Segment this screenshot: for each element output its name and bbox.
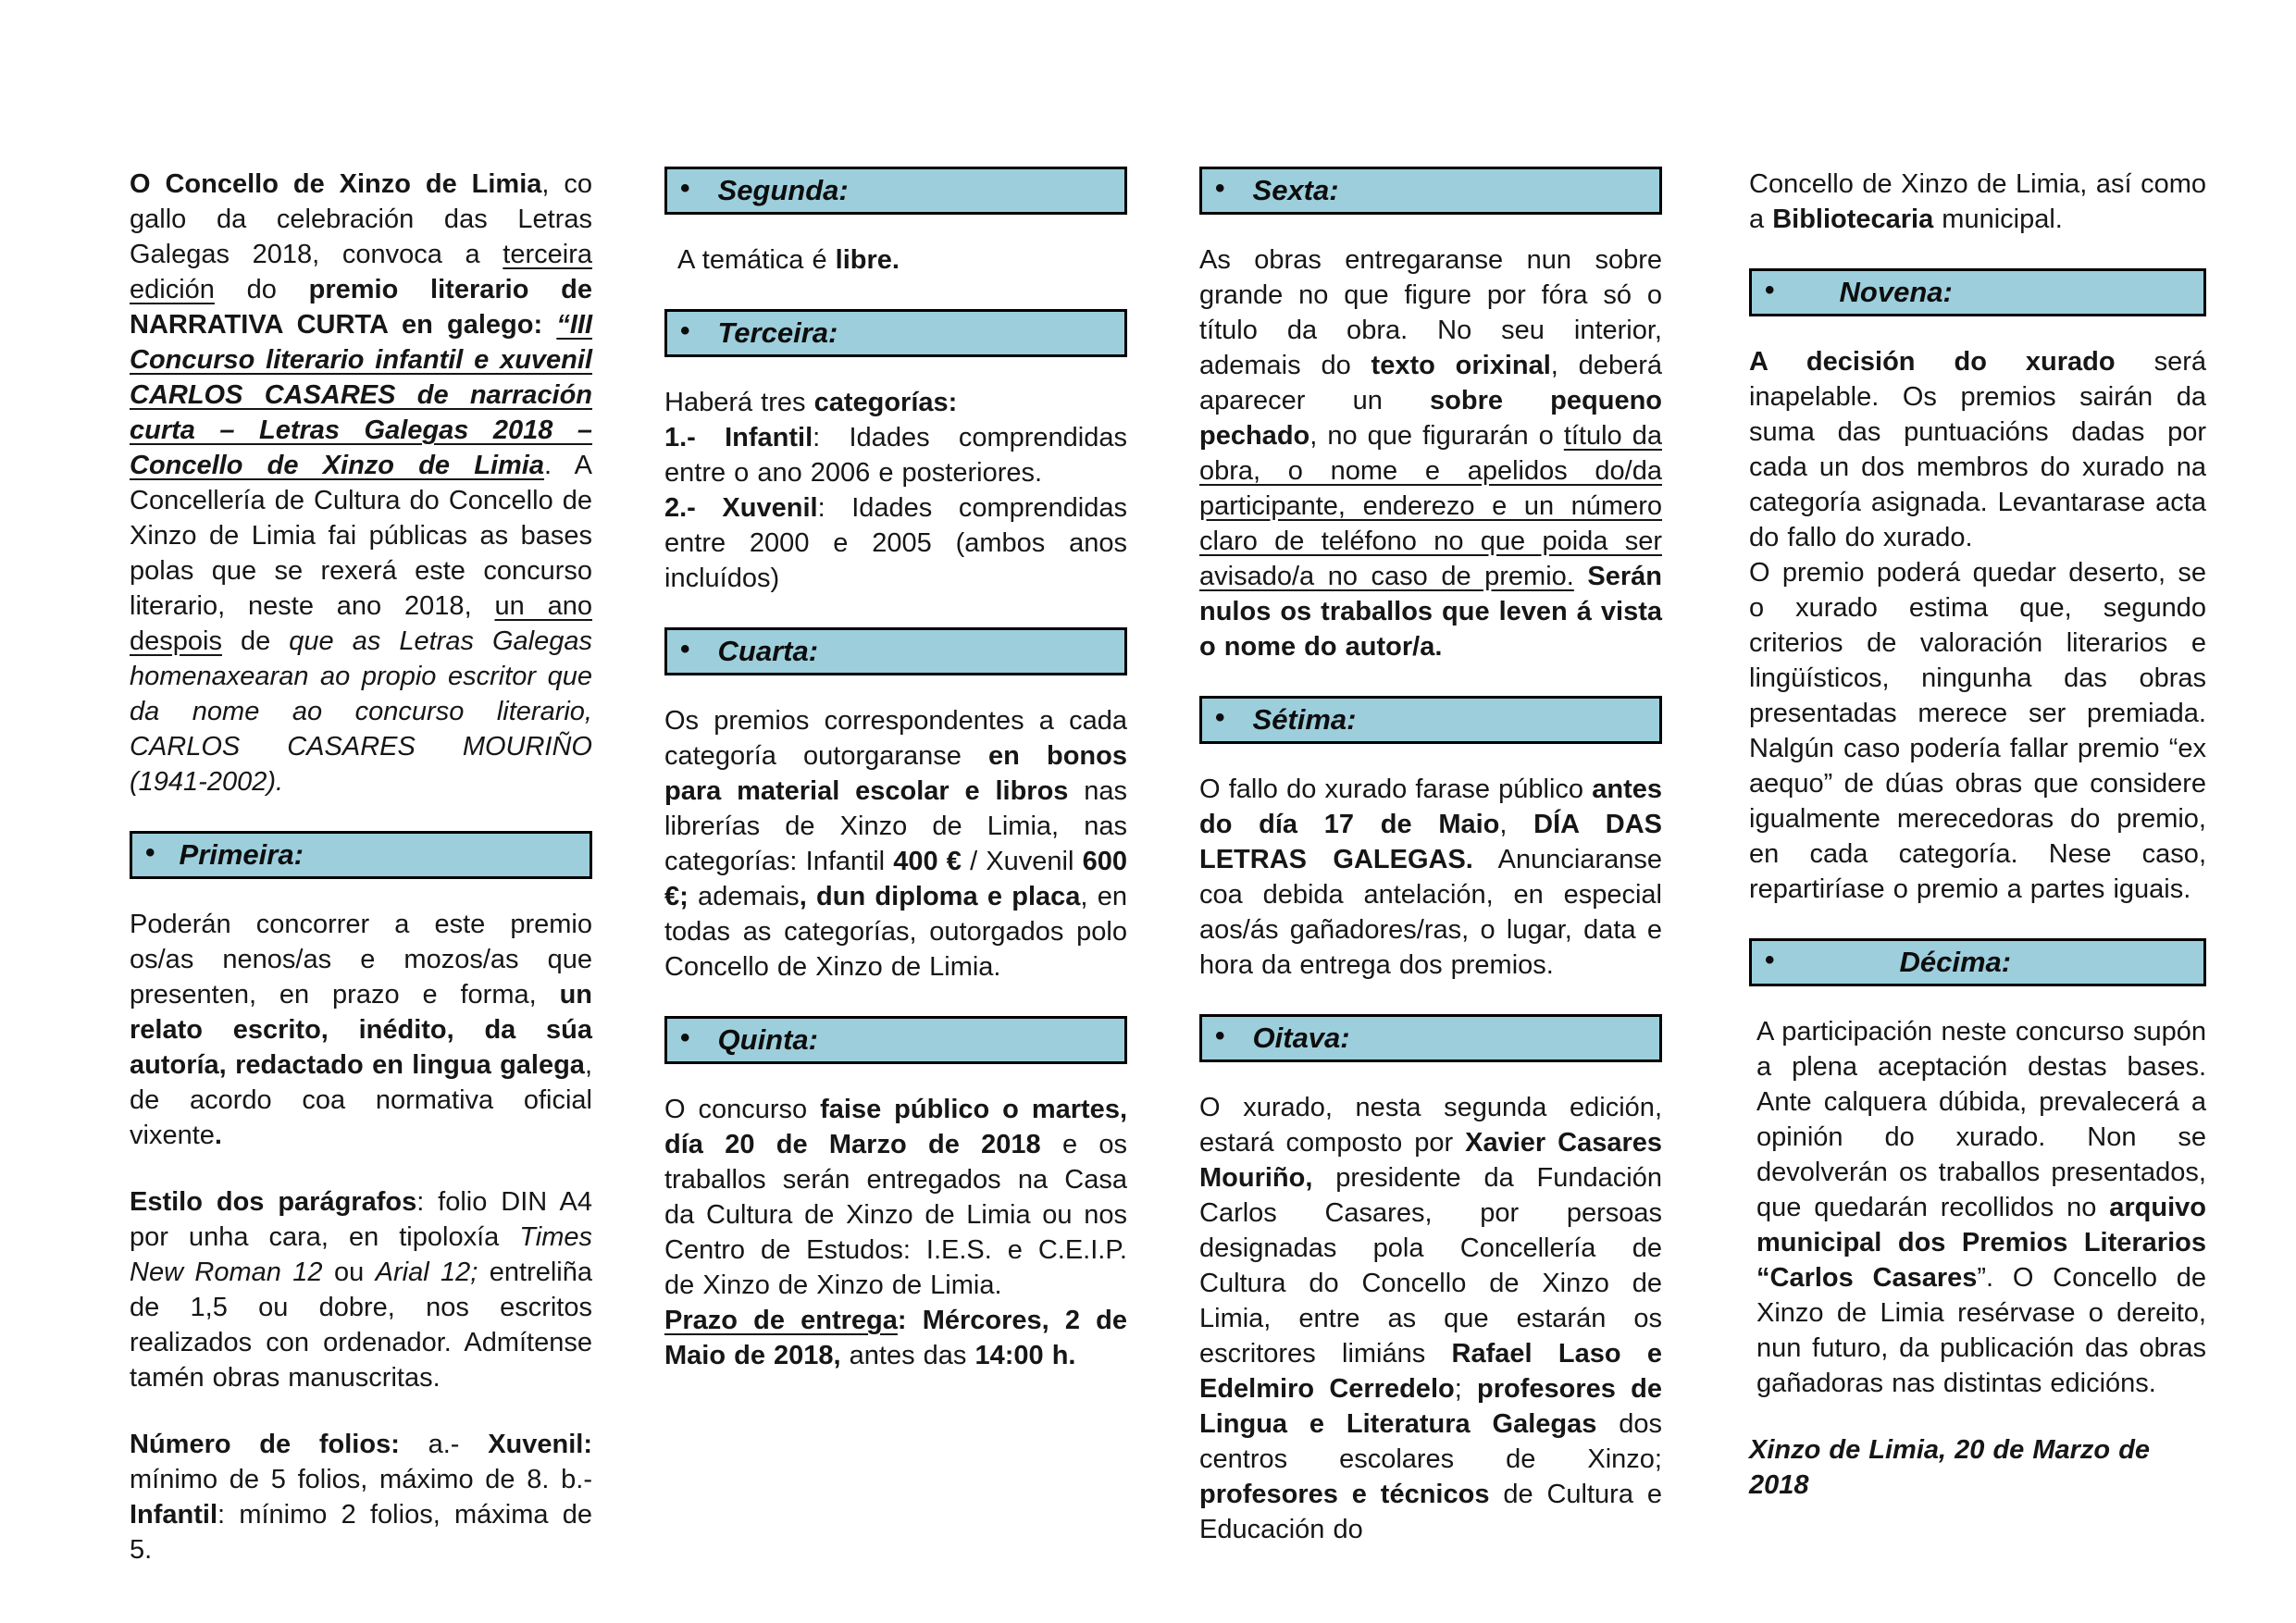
column-3 — [1199, 167, 1662, 1579]
section-header-novena — [1749, 268, 2206, 316]
text-run: Mércores, 2 de Maio de 2018, — [664, 1306, 1127, 1370]
text-run: de Cultura e Educación do — [1199, 1480, 1662, 1544]
text-run: DÍA DAS LETRAS GALEGAS. — [1199, 810, 1662, 874]
section-header-label: Sexta: — [1252, 174, 1339, 206]
paragraph — [1199, 1090, 1662, 1547]
text-run: premio literario de NARRATIVA CURTA en galego: — [130, 275, 593, 340]
section-header-label: Décima: — [1899, 946, 2012, 978]
text-run: 400 € — [893, 847, 962, 876]
date-line — [1749, 1432, 2206, 1503]
text-run: O Concello de Xinzo de Limia — [130, 169, 542, 199]
text-run: sobre pequeno pechado — [1199, 386, 1663, 451]
bullet-icon: • — [680, 316, 690, 346]
text-run: O concurso — [664, 1095, 821, 1124]
section-header-label: Quinta: — [717, 1023, 819, 1056]
text-run: Concello de Xinzo de Limia, así como a — [1749, 169, 2206, 234]
paragraph — [664, 242, 1127, 278]
text-run: Serán nulos os traballos que leven á vista o nome do autor/a. — [1199, 562, 1663, 662]
text-run: “III Concurso literario infantil e xuvenil CARLOS CASARES de narración curta – Letras Galegas 2018 –Concello de Xinzo de Limia — [130, 310, 592, 480]
text-run: terceira edición — [130, 240, 592, 304]
text-run: será inapelable. Os premios sairán da suma das puntuacións dadas por cada un dos membros do xurado na categoría asignada. Levantarase acta do fallo do xurado. — [1749, 347, 2206, 552]
text-run: categorías: — [813, 388, 958, 417]
text-run: profesores de Lingua e Literatura Galegas — [1199, 1374, 1662, 1439]
column-4 — [1749, 167, 2206, 1534]
text-run: de — [221, 626, 290, 656]
text-run: ; — [1454, 1374, 1478, 1404]
text-run: profesores e técnicos — [1199, 1480, 1490, 1509]
paragraph — [130, 167, 592, 799]
paragraph — [130, 1184, 592, 1395]
paragraph — [664, 490, 1127, 596]
text-run: O fallo do xurado farase público — [1199, 774, 1593, 804]
text-run: Estilo dos parágrafos — [130, 1187, 417, 1217]
text-run: e os traballos serán entregados na Casa da Cultura de Xinzo de Limia ou nos Centro de Estudos: I.E.S. e C.E.I.P. de Xinzo de Xinzo de Limia. — [664, 1130, 1127, 1300]
bullet-icon: • — [145, 837, 155, 868]
text-run: faise público o martes, día 20 de Marzo de 2018 — [664, 1095, 1128, 1159]
text-run: 1.- Infantil — [664, 423, 813, 452]
text-run: : folio DIN A4 por unha cara, en tipoloxía — [130, 1187, 593, 1252]
text-run: presidente da Fundación Carlos Casares, por persoas designadas pola Concellería de Cultura do Concello de Xinzo de Limia, entre as que estarán os escritores limiáns — [1199, 1163, 1662, 1369]
text-run: arquivo municipal dos Premios Literarios “Carlos Casares — [1756, 1193, 2206, 1293]
text-run: Poderán concorrer a este premio os/as nenos/as e mozos/as que presenten, en prazo e forma, — [130, 910, 592, 1010]
text-run — [807, 882, 816, 911]
bullet-icon: • — [680, 634, 690, 664]
bullet-icon: • — [1765, 275, 1775, 305]
text-run: 600 €; — [664, 847, 1127, 911]
text-run: O xurado, nesta segunda edición, estará composto por — [1199, 1093, 1662, 1158]
paragraph — [1199, 772, 1662, 983]
text-run: ou — [322, 1258, 376, 1287]
text-run: , — [1499, 810, 1534, 839]
text-run: Rafael Laso e Edelmiro Cerredelo — [1199, 1339, 1662, 1404]
text-run: antes das — [840, 1341, 975, 1370]
text-run: do — [214, 275, 309, 304]
text-run: : Idades comprendidas entre 2000 e 2005 (ambos anos incluídos) — [664, 493, 1127, 593]
bullet-icon: • — [1215, 1021, 1225, 1051]
text-run: Xavier Casares Mouriño, — [1199, 1128, 1663, 1193]
text-run: , no que figurarán o — [1309, 421, 1564, 451]
text-run: , de acordo coa normativa oficial vixente — [130, 1050, 592, 1150]
text-run: Xinzo de Limia, 20 de Marzo de 2018 — [1749, 1435, 2151, 1500]
paragraph — [664, 703, 1127, 985]
section-header-label: Sétima: — [1252, 703, 1357, 736]
text-run: ademais — [688, 882, 800, 911]
bullet-icon: • — [1215, 702, 1225, 733]
section-header-label: Segunda: — [717, 174, 849, 206]
section-header-segunda — [664, 167, 1127, 215]
paragraph — [664, 420, 1127, 490]
section-header-label: Novena: — [1839, 276, 1953, 308]
column-2 — [664, 167, 1127, 1405]
text-run: texto orixinal — [1371, 351, 1551, 380]
section-header-quinta — [664, 1016, 1127, 1064]
paragraph — [1199, 242, 1662, 664]
bullet-icon: • — [680, 173, 690, 204]
section-header-setima — [1199, 696, 1662, 744]
text-run: municipal. — [1933, 204, 2063, 234]
paragraph — [664, 1092, 1127, 1373]
text-run: Infantil — [130, 1500, 218, 1530]
text-run: O premio poderá quedar deserto, se o xurado estima que, segundo criterios de valoración literarios e lingüísticos, ningunha das obras presentadas merece ser premiada. Nalgún caso podería fallar premio “ex aequo” de dúas obras que considere igualmente merecedoras do premio, en cada categoría. Nese caso, repartiríase o premio a partes iguais. — [1749, 558, 2206, 904]
text-run: 14:00 h. — [974, 1341, 1076, 1370]
text-run: , en todas as categorías, outorgados polo Concello de Xinzo de Limia. — [664, 882, 1128, 982]
bullet-icon: • — [1215, 173, 1225, 204]
text-run: libre. — [835, 245, 900, 275]
text-run: , deberá aparecer un — [1199, 351, 1662, 415]
section-header-label: Terceira: — [717, 316, 838, 349]
text-run: As obras entregaranse nun sobre grande no que figure por fóra só o título da obra. No seu interior, ademais do — [1199, 245, 1662, 380]
column-1 — [130, 167, 592, 1599]
section-header-label: Oitava: — [1252, 1022, 1350, 1054]
text-run: , co gallo da celebración das Letras Galegas 2018, convoca a — [130, 169, 592, 269]
text-run: 2.- Xuvenil — [664, 493, 818, 523]
paragraph — [1749, 344, 2206, 907]
text-run: que as Letras Galegas homenaxearan ao propio escritor que da nome ao concurso literario, CARLOS CASARES MOURIÑO (1941-2002). — [130, 626, 592, 797]
text-run: un relato escrito, inédito, da súa autoría, redactado en lingua galega — [130, 980, 592, 1080]
section-header-terceira — [664, 309, 1127, 357]
paragraph — [1749, 1014, 2206, 1401]
text-run: en bonos para material escolar e libros — [664, 741, 1127, 806]
text-run: Número de folios: — [130, 1430, 400, 1459]
text-run: Xuvenil: — [488, 1430, 592, 1459]
text-run: entreliña de 1,5 ou dobre, nos escritos realizados con ordenador. Admítense tamén obras manuscritas. — [130, 1258, 592, 1393]
section-header-sexta — [1199, 167, 1662, 215]
section-header-label: Primeira: — [179, 838, 304, 871]
text-run: : Idades comprendidas entre o ano 2006 e posteriores. — [664, 423, 1127, 488]
text-run: título da obra, o nome e apelidos do/da participante, enderezo e un número claro de teléfono no que poida ser avisado/a no caso de premio. — [1199, 421, 1662, 591]
text-run: , — [799, 882, 807, 911]
section-header-decima — [1749, 938, 2206, 986]
paragraph — [664, 385, 1127, 420]
text-run: un ano despois — [130, 591, 592, 656]
text-run: a.- — [399, 1430, 489, 1459]
section-header-oitava — [1199, 1014, 1662, 1062]
text-run: . — [214, 1121, 222, 1150]
paragraph — [130, 907, 592, 1153]
text-run: Os premios correspondentes a cada categoría outorgaranse — [664, 706, 1127, 771]
text-run: A decisión do xurado — [1749, 347, 2116, 377]
text-run: . A Concellería de Cultura do Concello de Xinzo de Limia fai públicas as bases polas que se rexerá este concurso literario, neste ano 2018, — [130, 451, 592, 621]
text-run: Anunciaranse coa debida antelación, en especial aos/ás gañadores/ras, o lugar, data e hora da entrega dos premios. — [1199, 845, 1662, 980]
text-run: Bibliotecaria — [1772, 204, 1934, 234]
bullet-icon: • — [680, 1022, 690, 1053]
section-header-cuarta — [664, 627, 1127, 675]
text-run: Haberá tres — [664, 388, 814, 417]
text-run: mínimo de 5 folios, máximo de 8. b.- — [130, 1465, 592, 1494]
text-run: A participación neste concurso supón a plena aceptación destas bases. Ante calquera dúbida, prevalecerá a opinión do xurado. Non se devolverán os traballos presentados, que quedarán recollidos no — [1756, 1017, 2206, 1222]
text-run: Times New Roman 12 — [130, 1222, 592, 1287]
text-run: dun diploma e placa — [816, 882, 1081, 911]
text-run: dos centros escolares de Xinzo; — [1199, 1409, 1662, 1474]
text-run — [1574, 562, 1588, 591]
paragraph — [1749, 167, 2206, 237]
text-run: Arial 12; — [375, 1258, 478, 1287]
paragraph — [130, 1427, 592, 1567]
text-run: / Xuvenil — [961, 847, 1083, 876]
bullet-icon: • — [1765, 945, 1775, 975]
text-run: Prazo de entrega — [664, 1306, 898, 1335]
text-run: A temática é — [677, 245, 836, 275]
text-run: nas librerías de Xinzo de Limia, nas categorías: Infantil — [664, 776, 1127, 876]
text-run: : mínimo 2 folios, máxima de 5. — [130, 1500, 592, 1565]
text-run: ”. O Concello de Xinzo de Limia resérvase o dereito, nun futuro, da publicación das obras gañadoras nas distintas edicións. — [1756, 1263, 2207, 1398]
text-run: antes do día 17 de Maio — [1199, 774, 1662, 839]
section-header-primeira — [130, 831, 592, 879]
section-header-label: Cuarta: — [717, 635, 819, 667]
text-run: : — [897, 1306, 923, 1335]
